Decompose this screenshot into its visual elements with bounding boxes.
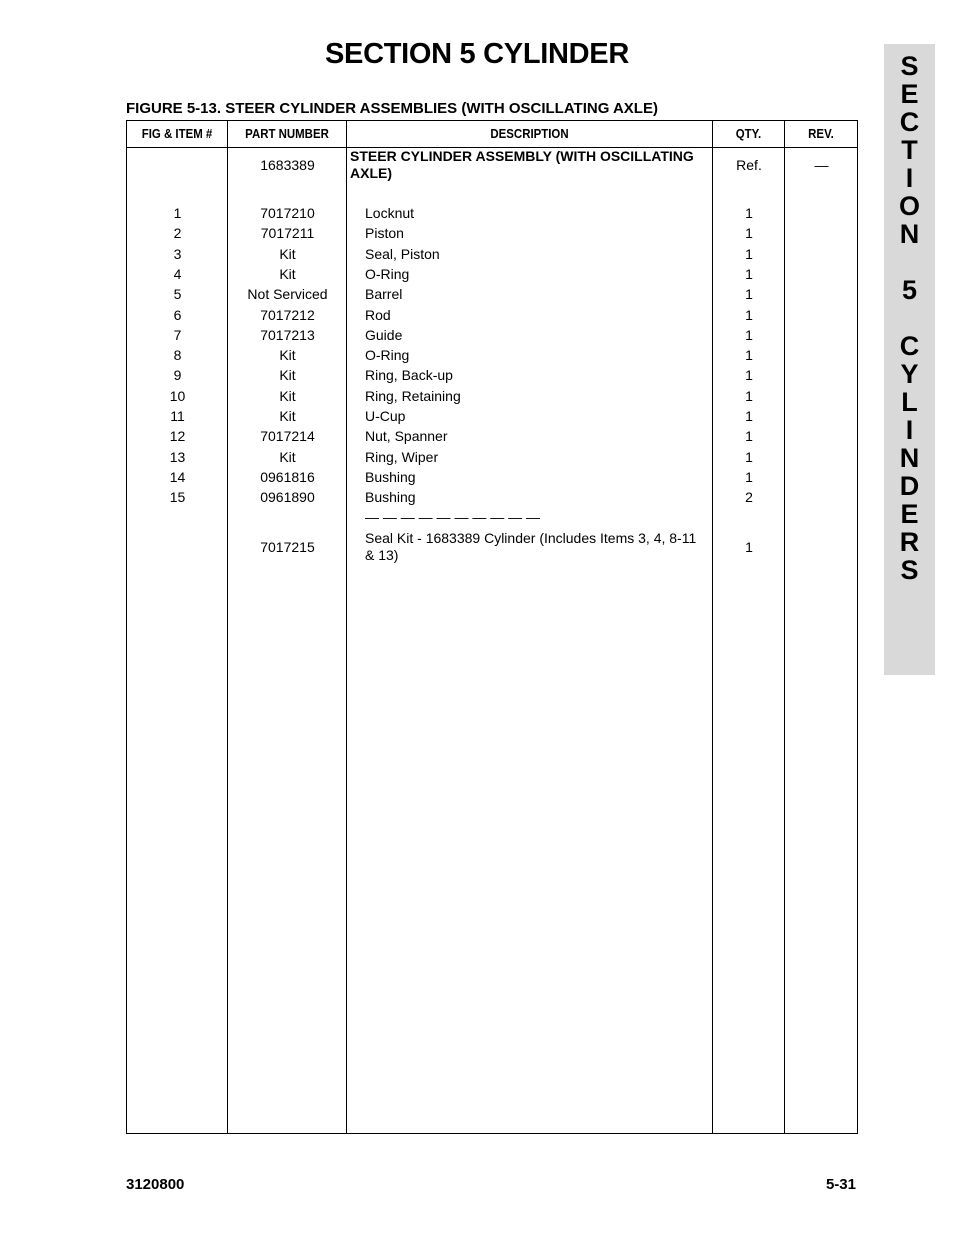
row-item-number: 11 — [170, 408, 185, 424]
side-tab-letter: C — [899, 331, 920, 361]
row-part-number: Kit — [279, 388, 296, 404]
assembly-description: STEER CYLINDER ASSEMBLY (WITH OSCILLATING AXLE) — [350, 148, 694, 181]
header-qty: QTY. — [735, 126, 762, 141]
assembly-part-number: 1683389 — [260, 157, 315, 173]
side-tab-letter: S — [900, 51, 919, 81]
row-item-number: 2 — [173, 225, 182, 241]
side-tab-letter: I — [905, 163, 914, 193]
footer-doc-number: 3120800 — [126, 1176, 185, 1193]
side-tab-letter: E — [900, 79, 919, 109]
row-part-number: Kit — [279, 408, 296, 424]
row-description: Ring, Wiper — [365, 449, 439, 465]
assembly-rev: — — [814, 157, 829, 173]
section-side-tab — [884, 44, 935, 675]
row-qty: 1 — [745, 469, 753, 485]
row-qty: 1 — [745, 367, 753, 383]
row-item-number: 13 — [169, 449, 186, 465]
row-description: Ring, Back-up — [365, 367, 453, 383]
row-qty: 2 — [745, 489, 753, 505]
row-qty: 1 — [745, 225, 753, 241]
parts-table — [126, 120, 858, 1134]
side-tab-letter: O — [898, 191, 920, 221]
row-description: Bushing — [365, 469, 416, 485]
side-tab-letter: Y — [900, 359, 919, 389]
row-qty: 1 — [745, 286, 753, 302]
row-description: Ring, Retaining — [365, 388, 461, 404]
side-tab-letter: E — [900, 499, 919, 529]
side-tab-letter: L — [901, 387, 918, 417]
row-qty: 1 — [745, 266, 753, 282]
side-tab-letter: R — [899, 527, 920, 557]
side-tab-letter: 5 — [901, 275, 918, 305]
row-part-number: 7017214 — [260, 428, 315, 444]
row-qty: 1 — [745, 327, 753, 343]
side-tab-letter: D — [899, 471, 920, 501]
row-description: Guide — [365, 327, 403, 343]
row-part-number: Kit — [279, 449, 296, 465]
separator-line: — — — — — — — — — — — [365, 509, 541, 525]
row-description: U-Cup — [365, 408, 406, 424]
row-description: O-Ring — [365, 266, 410, 282]
row-qty: 1 — [745, 408, 753, 424]
row-part-number: 0961816 — [260, 469, 315, 485]
side-tab-letter: T — [901, 135, 918, 165]
row-item-number: 10 — [169, 388, 186, 404]
row-item-number: 4 — [173, 266, 182, 282]
kit-part-number: 7017215 — [260, 539, 315, 555]
row-qty: 1 — [745, 449, 753, 465]
figure-title: FIGURE 5-13. STEER CYLINDER ASSEMBLIES (WITH OSCILLATING AXLE) — [126, 100, 658, 117]
row-item-number: 14 — [169, 469, 186, 485]
row-part-number: 7017210 — [260, 205, 315, 221]
page-title: SECTION 5 CYLINDER — [325, 38, 629, 70]
row-description: Seal, Piston — [365, 246, 440, 262]
row-part-number: Kit — [279, 246, 296, 262]
row-item-number: 3 — [173, 246, 182, 262]
footer-page-number: 5-31 — [825, 1176, 856, 1193]
row-item-number: 1 — [173, 205, 182, 221]
row-part-number: Kit — [279, 266, 296, 282]
row-item-number: 5 — [173, 286, 182, 302]
row-part-number: 7017213 — [260, 327, 315, 343]
row-description: Nut, Spanner — [365, 428, 448, 444]
kit-description: Seal Kit - 1683389 Cylinder (Includes Items 3, 4, 8-11 & 13) — [365, 530, 697, 563]
row-part-number: 7017212 — [260, 307, 315, 323]
side-tab-letter: S — [900, 555, 919, 585]
header-part-number: PART NUMBER — [245, 126, 329, 141]
row-item-number: 8 — [173, 347, 182, 363]
row-part-number: Kit — [279, 347, 296, 363]
row-qty: 1 — [745, 246, 753, 262]
row-part-number: Kit — [279, 367, 296, 383]
row-item-number: 12 — [169, 428, 186, 444]
row-part-number: 0961890 — [260, 489, 315, 505]
header-description: DESCRIPTION — [490, 126, 569, 141]
row-qty: 1 — [745, 347, 753, 363]
row-description: Barrel — [365, 286, 403, 302]
row-part-number: Not Serviced — [247, 286, 328, 302]
row-qty: 1 — [745, 205, 753, 221]
side-tab-letter: I — [905, 415, 914, 445]
row-description: Rod — [365, 307, 391, 323]
assembly-qty: Ref. — [736, 157, 762, 173]
header-rev: REV. — [808, 126, 834, 141]
row-qty: 1 — [745, 388, 753, 404]
row-item-number: 9 — [173, 367, 182, 383]
row-qty: 1 — [745, 428, 753, 444]
side-tab-letter: N — [899, 443, 920, 473]
row-item-number: 7 — [173, 327, 182, 343]
row-description: Piston — [365, 225, 404, 241]
header-item: FIG & ITEM # — [141, 126, 213, 141]
side-tab-letter: N — [899, 219, 920, 249]
row-item-number: 6 — [173, 307, 182, 323]
row-description: Locknut — [365, 205, 415, 221]
row-description: O-Ring — [365, 347, 410, 363]
row-qty: 1 — [745, 307, 753, 323]
row-part-number: 7017211 — [260, 225, 315, 241]
kit-qty: 1 — [745, 539, 753, 555]
side-tab-letter: C — [899, 107, 920, 137]
row-item-number: 15 — [169, 489, 186, 505]
row-description: Bushing — [365, 489, 416, 505]
